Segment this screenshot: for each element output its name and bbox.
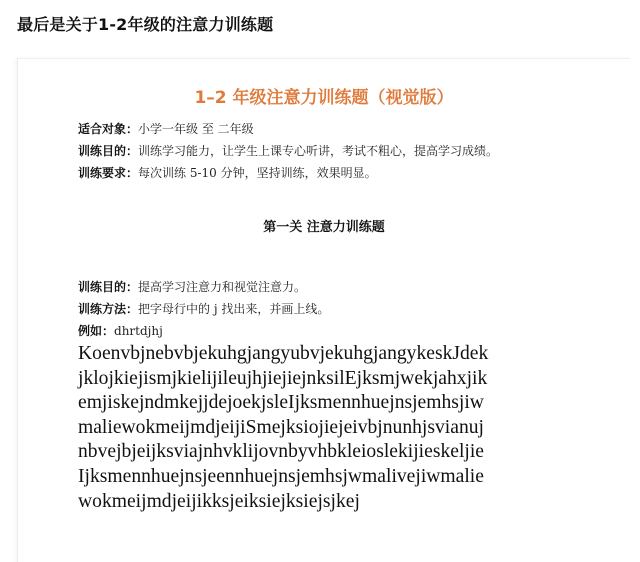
meta-purpose-label: 训练目的： [78, 144, 139, 158]
letter-line: wokmeijmdjeijikksjeiksiejksiejsjkej [78, 490, 360, 512]
article-heading: 最后是关于1-2年级的注意力训练题 [17, 15, 274, 34]
worksheet-title: 1–2 年级注意力训练题（视觉版） [194, 88, 454, 108]
meta-target-value: 小学一年级 至 二年级 [138, 122, 254, 136]
meta-requirement-value: 每次训练 5-10 分钟，坚持训练，效果明显。 [138, 166, 377, 180]
section-method-value: 把字母行中的 j 找出来，并画上线。 [138, 302, 330, 316]
section-example [78, 322, 163, 339]
letter-grid [78, 342, 623, 514]
section-purpose-value: 提高学习注意力和视觉注意力。 [138, 280, 307, 294]
meta-target [78, 120, 254, 137]
meta-requirement [78, 164, 377, 181]
letter-line: maliewokmeijmdjeijiSmejksiojiejeivbjnunhjsvianuj [78, 416, 484, 438]
meta-target-label: 适合对象： [78, 122, 139, 136]
section-title: 第一关 注意力训练题 [263, 220, 385, 235]
letter-line: emjiskejndmkejjdejoekjsleIjksmennhuejnsjemhsjiw [78, 392, 484, 414]
section-example-label: 例如： [78, 324, 115, 338]
worksheet-image [17, 58, 630, 562]
meta-requirement-label: 训练要求： [78, 166, 139, 180]
section-purpose-label: 训练目的： [78, 280, 139, 294]
letter-line: Ijksmennhuejnsjeennhuejnsjemhsjwmalivejiwmalie [78, 465, 484, 487]
meta-purpose [78, 142, 498, 159]
letter-line: nbvejbjeijksviajnhvklijovnbyvhbkleioslekijieskeljie [78, 441, 484, 463]
meta-purpose-value: 训练学习能力，让学生上课专心听讲，考试不粗心，提高学习成绩。 [138, 144, 499, 158]
section-method-label: 训练方法： [78, 302, 139, 316]
letter-line: KoenvbjnebvbjekuhgjangyubvjekuhgjangykeskJdek [78, 343, 489, 364]
letter-line: jklojkiejismjkielijileujhjiejiejnksilEjksmjwekjahxjik [78, 367, 488, 389]
section-example-value: dhrtdjhj [114, 324, 163, 338]
section-method [78, 300, 329, 317]
section-purpose [78, 278, 306, 295]
